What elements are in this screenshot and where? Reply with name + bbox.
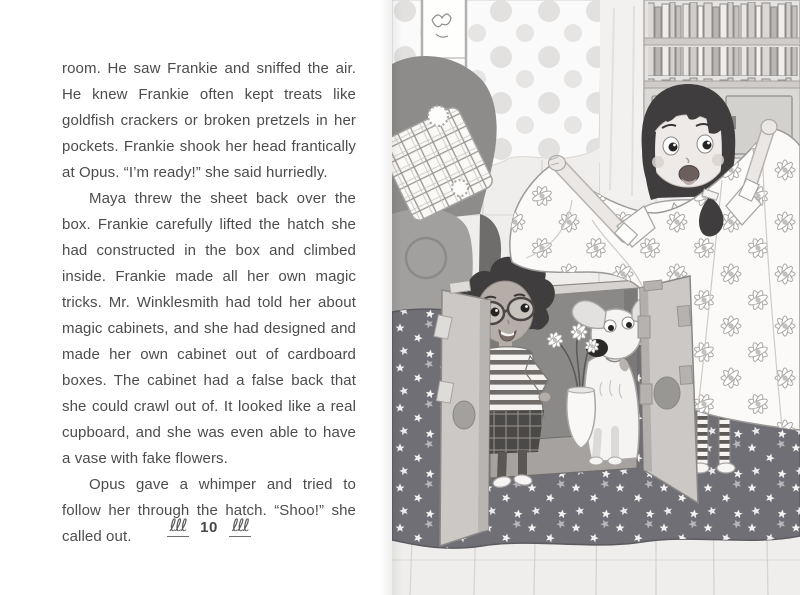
page-gutter-shadow bbox=[380, 0, 392, 595]
paragraph: Opus gave a whimper and tried to follow her through the hatch. “Shoo!” she called out. bbox=[62, 476, 356, 545]
page-footer bbox=[62, 518, 356, 537]
paragraph: Maya threw the sheet back over the box. Frankie carefully lifted the hatch she had constructed in the box and climbed inside. Frankie made all her own magic tricks. Mr. Winklesmith had told her about magic cabinets, and she had designed and made her own cabinet out of cardboard boxes. The cabinet had a false back that she could crawl out of. It looked like a real cupboard, and she was even able to have a vase with fake flowers. bbox=[62, 190, 356, 467]
loop-ornament-right-icon: ℓℓℓ bbox=[229, 518, 252, 537]
right-page bbox=[392, 0, 800, 595]
page-number: 10 bbox=[200, 519, 218, 536]
illustration-image bbox=[392, 0, 800, 595]
page-text bbox=[62, 56, 356, 550]
left-page bbox=[0, 0, 392, 595]
paragraph: room. He saw Frankie and sniffed the air. He knew Frankie often kept treats like goldfish crackers or broken pretzels in her pockets. Frankie shook her head frantically at Opus. “I’m ready!” she said hurriedly. bbox=[62, 60, 356, 181]
loop-ornament-left-icon: ℓℓℓ bbox=[167, 518, 190, 537]
